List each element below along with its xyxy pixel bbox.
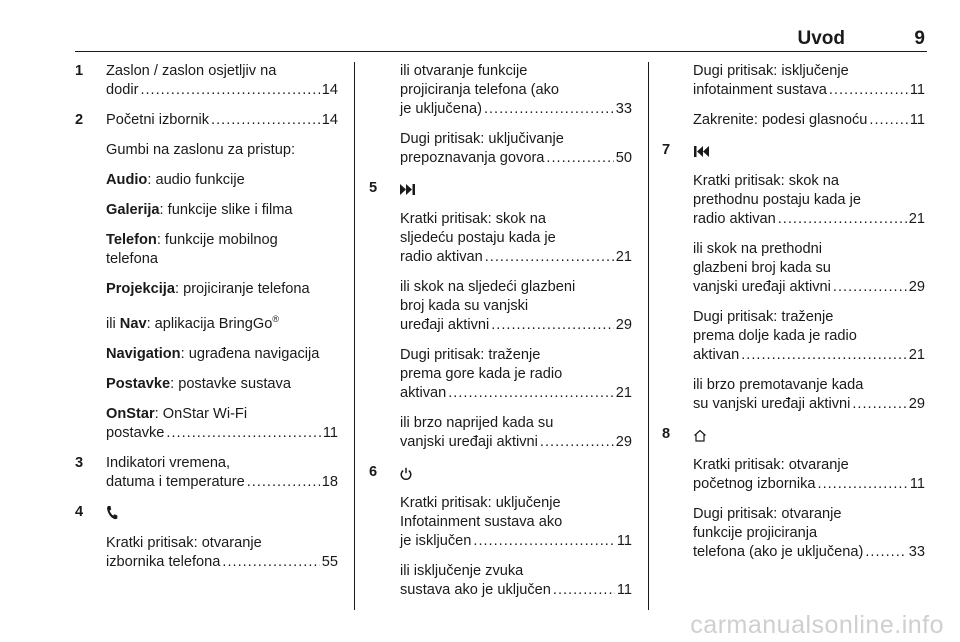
skip-back-icon [693, 141, 709, 160]
text-line: projiciranja telefona (ako [400, 82, 559, 98]
page-ref[interactable]: 21 [615, 249, 632, 265]
text-line: ili isključenje zvuka [400, 563, 524, 579]
leader-dots [546, 149, 613, 168]
page-ref[interactable]: 11 [322, 424, 338, 441]
text-line: prema dolje kada je radio [693, 328, 857, 344]
leader-dots [140, 81, 319, 100]
text-line: aktivan [400, 385, 447, 401]
text-line: Zakrenite: podesi glasnoću [693, 112, 868, 128]
leader-dots [818, 475, 908, 494]
text-line: telefona (ako je uključena) [693, 544, 864, 560]
onstar-item: OnStar: OnStar Wi-Fi postavke ..... 11 [106, 405, 338, 443]
text-line: sljedeću postaju kada je [400, 230, 556, 246]
page-ref[interactable]: 29 [908, 279, 925, 295]
text-line: Kratki pritisak: skok na [400, 211, 546, 227]
text-line: Indikatori vremena, [106, 454, 231, 471]
text-line: Kratki pritisak: skok na [693, 173, 839, 189]
page-ref[interactable]: 11 [616, 582, 632, 598]
text-line: vanjski uređaji aktivni [693, 279, 831, 295]
text-line: Dugi pritisak: uključivanje [400, 131, 564, 147]
text-line: uređaji aktivni [400, 317, 490, 333]
page-number: 9 [914, 28, 925, 49]
text-line: aktivan [693, 347, 740, 363]
item-5 [369, 179, 632, 452]
header-rule [75, 51, 927, 52]
page-ref[interactable]: 21 [908, 211, 925, 227]
column-divider [648, 62, 649, 610]
page-ref[interactable]: 33 [908, 544, 925, 560]
page-ref[interactable]: 21 [908, 347, 925, 363]
text-line: Kratki pritisak: otvaranje [106, 534, 262, 551]
audio-item: Audio: audio funkcije [106, 172, 245, 188]
text-line: ili otvaranje funkcije [400, 63, 528, 79]
text-line: je uključena) [400, 101, 482, 117]
item-number: 1 [75, 63, 84, 79]
settings-item: Postavke: postavke sustava [106, 375, 291, 392]
page-ref[interactable]: 29 [615, 434, 632, 450]
text-line: dodir [106, 82, 139, 98]
phone-icon [106, 503, 118, 522]
text-line: ili brzo naprijed kada su [400, 415, 554, 431]
text-line: datuma i temperature [106, 473, 245, 490]
page-ref[interactable]: 11 [909, 476, 925, 492]
phone-item: Telefon: funkcije mobilnog telefona [106, 232, 278, 267]
page-ref[interactable]: 21 [615, 385, 632, 401]
text-line: Dugi pritisak: otvaranje [693, 506, 842, 522]
text-line: su vanjski uređaji aktivni [693, 396, 851, 412]
text-line: ili skok na prethodni [693, 241, 822, 257]
leader-dots [166, 424, 320, 443]
leader-dots [448, 384, 614, 403]
section-title: Uvod [797, 28, 845, 49]
item-7 [662, 141, 925, 414]
page-ref[interactable]: 14 [321, 112, 338, 128]
text-line: infotainment sustava [693, 82, 827, 98]
leader-dots [473, 532, 614, 551]
text-line: Dugi pritisak: traženje [400, 347, 541, 363]
leader-dots [829, 81, 908, 100]
text-line: Zaslon / zaslon osjetljiv na [106, 63, 277, 79]
item-4 [75, 503, 338, 572]
page-ref[interactable]: 11 [909, 82, 925, 98]
text-line: ili skok na sljedeći glazbeni [400, 279, 576, 295]
page-header [75, 28, 927, 50]
leader-dots [485, 248, 614, 267]
text-line: prethodnu postaju kada je [693, 192, 861, 208]
column-3 [662, 62, 925, 573]
leader-dots [741, 346, 907, 365]
page-ref[interactable]: 11 [909, 112, 925, 128]
item-6 [369, 463, 632, 600]
leader-dots [778, 210, 907, 229]
leader-dots [211, 111, 320, 130]
text-line: izbornika telefona [106, 553, 221, 570]
item-number: 5 [369, 180, 378, 196]
text-line: ili brzo premotavanje kada [693, 377, 864, 393]
page-ref[interactable]: 29 [615, 317, 632, 333]
text-line: glazbeni broj kada su [693, 260, 831, 276]
navigation-item: Navigation: ugrađena navigacija [106, 345, 320, 362]
item-2 [75, 111, 338, 443]
gallery-item: Galerija: funkcije slike i filma [106, 202, 293, 218]
text-line: Kratki pritisak: otvaranje [693, 457, 849, 473]
page-ref[interactable]: 50 [615, 150, 632, 166]
column-divider [354, 62, 355, 610]
leader-dots [222, 553, 319, 572]
item-3 [75, 454, 338, 492]
watermark: carmanualsonline.info [690, 611, 944, 639]
leader-dots [869, 111, 907, 130]
leader-dots [540, 433, 614, 452]
home-icon [693, 425, 707, 444]
text-line: je isključen [400, 533, 472, 549]
item-1 [75, 62, 338, 100]
item-6-continued [662, 62, 925, 130]
text-line: broj kada su vanjski [400, 298, 529, 314]
column-1 [75, 62, 338, 583]
item-number: 7 [662, 142, 671, 158]
text-line: prepoznavanja govora [400, 150, 545, 166]
nav-item: ili Nav: aplikacija BringGo® [106, 314, 279, 332]
text-line: Kratki pritisak: uključenje [400, 495, 561, 511]
page-ref[interactable]: 11 [616, 533, 632, 549]
item-number: 4 [75, 503, 84, 520]
column-2 [369, 62, 632, 611]
text-line: funkcije projiciranja [693, 525, 818, 541]
page-ref[interactable]: 55 [321, 553, 338, 570]
page-ref[interactable]: 33 [615, 101, 632, 117]
text-line: vanjski uređaji aktivni [400, 434, 538, 450]
leader-dots [833, 278, 907, 297]
item-number: 3 [75, 454, 84, 471]
item-number: 8 [662, 426, 671, 442]
text-line: prema gore kada je radio [400, 366, 563, 382]
power-icon [400, 463, 412, 482]
text-line: sustava ako je uključen [400, 582, 551, 598]
projection-item: Projekcija: projiciranje telefona [106, 281, 310, 297]
page-ref[interactable]: 14 [321, 82, 338, 98]
leader-dots [491, 316, 614, 335]
leader-dots [852, 395, 906, 414]
text-line: Gumbi na zaslonu za pristup: [106, 142, 296, 158]
text-line: Infotainment sustava ako [400, 514, 563, 530]
page-ref[interactable]: 29 [908, 396, 925, 412]
item-8 [662, 425, 925, 562]
text-line: Početni izbornik [106, 112, 210, 128]
text-line: radio aktivan [400, 249, 483, 265]
text-line: Dugi pritisak: traženje [693, 309, 834, 325]
item-4-continued [369, 62, 632, 168]
page-ref[interactable]: 18 [321, 473, 338, 490]
leader-dots [247, 473, 320, 492]
item-number: 6 [369, 464, 378, 480]
text-line: početnog izbornika [693, 476, 816, 492]
item-number: 2 [75, 112, 84, 128]
leader-dots [484, 100, 614, 119]
text-line: radio aktivan [693, 211, 776, 227]
skip-forward-icon [400, 179, 416, 198]
text-line: Dugi pritisak: isključenje [693, 63, 849, 79]
leader-dots [553, 581, 615, 600]
leader-dots [865, 543, 906, 562]
